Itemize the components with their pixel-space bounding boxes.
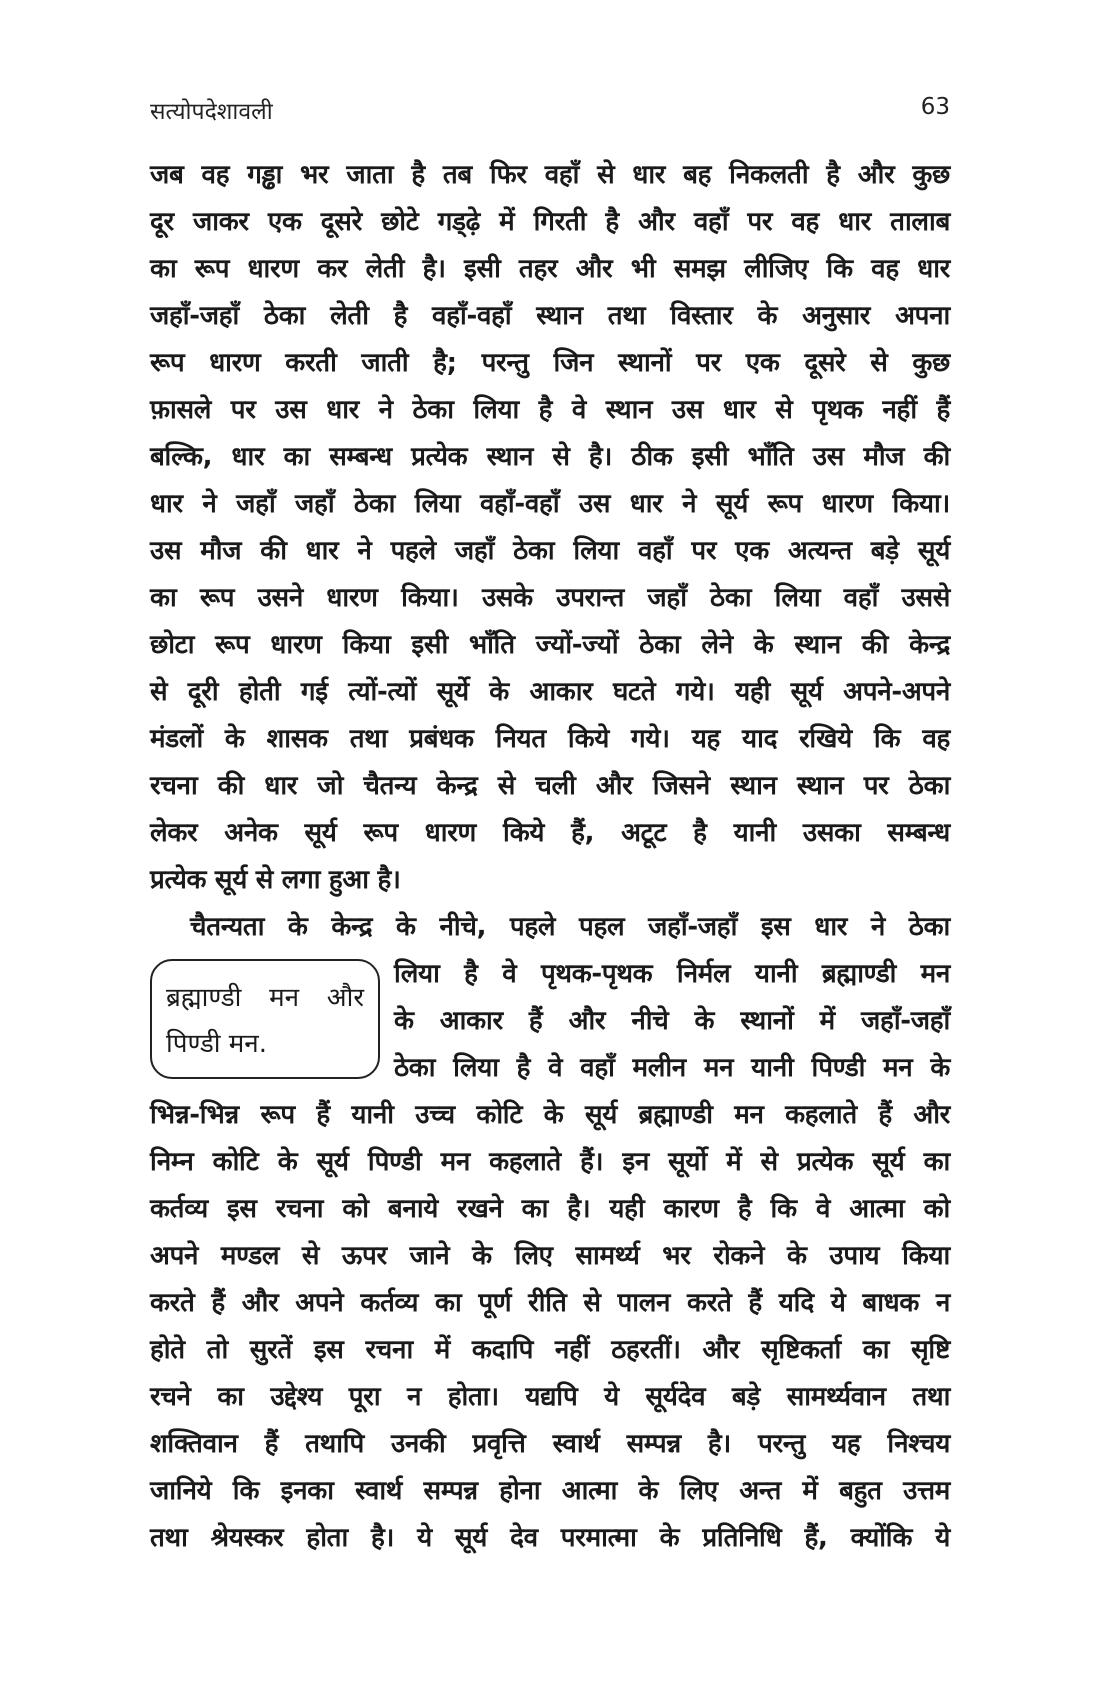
margin-note-line: ब्रह्माण्डी मन और [166, 983, 364, 1013]
text-line: निम्न कोटि के सूर्य पिण्डी मन कहलाते हैं। इन सूर्यो में से प्रत्येक सूर्य का [150, 1147, 950, 1177]
text-line: प्रत्येक सूर्य से लगा हुआ है। [150, 865, 401, 895]
text-line: रूप धारण करती जाती है; परन्तु जिन स्थानों पर एक दूसरे से कुछ [150, 348, 950, 378]
text-line: छोटा रूप धारण किया इसी भाँति ज्यों-ज्यों ठेका लेने के स्थान की केन्द्र [150, 630, 950, 660]
text-line: बल्कि, धार का सम्बन्ध प्रत्येक स्थान से है। ठीक इसी भाँति उस मौज की [150, 442, 950, 472]
text-line: मंडलों के शासक तथा प्रबंधक नियत किये गये। यह याद रखिये कि वह [150, 724, 950, 754]
text-line: का रूप उसने धारण किया। उसके उपरान्त जहाँ ठेका लिया वहाँ उससे [150, 583, 950, 613]
text-line: जहाँ-जहाँ ठेका लेती है वहाँ-वहाँ स्थान तथा विस्तार के अनुसार अपना [150, 301, 950, 331]
text-line: रचना की धार जो चैतन्य केन्द्र से चली और जिसने स्थान स्थान पर ठेका [150, 771, 950, 801]
text-line: होते तो सुरतें इस रचना में कदापि नहीं ठहरतीं। और सृष्टिकर्ता का सृष्टि [150, 1335, 950, 1365]
text-line: उस मौज की धार ने पहले जहाँ ठेका लिया वहाँ पर एक अत्यन्त बड़े सूर्य [150, 536, 950, 566]
margin-note-box [150, 959, 380, 1079]
sidenote-wrap [150, 951, 950, 1092]
text-line: कर्तव्य इस रचना को बनाये रखने का है। यही कारण है कि वे आत्मा को [150, 1194, 950, 1224]
text-line: के आकार हैं और नीचे के स्थानों में जहाँ-जहाँ [394, 1006, 950, 1036]
running-title: सत्योपदेशावली [150, 99, 273, 125]
text-line: चैतन्यता के केन्द्र के नीचे, पहले पहल जहाँ-जहाँ इस धार ने ठेका [190, 912, 950, 942]
text-line: शक्तिवान हैं तथापि उनकी प्रवृत्ति स्वार्थ सम्पन्न है। परन्तु यह निश्चय [150, 1429, 950, 1459]
text-line: करते हैं और अपने कर्तव्य का पूर्ण रीति से पालन करते हैं यदि ये बाधक न [150, 1288, 950, 1318]
text-line: भिन्न-भिन्न रूप हैं यानी उच्च कोटि के सूर्य ब्रह्माण्डी मन कहलाते हैं और [150, 1100, 950, 1130]
margin-note-line: पिण्डी मन. [166, 1029, 268, 1059]
text-line: दूर जाकर एक दूसरे छोटे गड्ढ़े में गिरती है और वहाँ पर वह धार तालाब [150, 207, 950, 237]
page-number: 63 [920, 94, 950, 120]
text-line: से दूरी होती गई त्यों-त्यों सूर्ये के आकार घटते गये। यही सूर्य अपने-अपने [150, 677, 950, 707]
paragraph-1 [150, 152, 950, 904]
text-line: जानिये कि इनका स्वार्थ सम्पन्न होना आत्मा के लिए अन्त में बहुत उत्तम [150, 1476, 950, 1506]
text-line: का रूप धारण कर लेती है। इसी तहर और भी समझ लीजिए कि वह धार [150, 254, 950, 284]
text-line: लेकर अनेक सूर्य रूप धारण किये हैं, अटूट है यानी उसका सम्बन्ध [150, 818, 950, 848]
text-line: जब वह गड्ढा भर जाता है तब फिर वहाँ से धार बह निकलती है और कुछ [150, 160, 950, 190]
text-line: फ़ासले पर उस धार ने ठेका लिया है वे स्थान उस धार से पृथक नहीं हैं [150, 395, 950, 425]
body-text [150, 152, 950, 1562]
text-line: तथा श्रेयस्कर होता है। ये सूर्य देव परमात्मा के प्रतिनिधि हैं, क्योंकि ये [150, 1523, 950, 1553]
text-line: अपने मण्डल से ऊपर जाने के लिए सामर्थ्य भर रोकने के उपाय किया [150, 1241, 950, 1271]
paragraph-2 [150, 904, 950, 1562]
text-line: लिया है वे पृथक-पृथक निर्मल यानी ब्रह्माण्डी मन [394, 959, 950, 989]
text-line: ठेका लिया है वे वहाँ मलीन मन यानी पिण्डी मन के [394, 1053, 950, 1083]
text-line: धार ने जहाँ जहाँ ठेका लिया वहाँ-वहाँ उस धार ने सूर्य रूप धारण किया। [150, 489, 950, 519]
text-line: रचने का उद्देश्य पूरा न होता। यद्यपि ये सूर्यदेव बड़े सामर्थ्यवान तथा [150, 1382, 950, 1412]
